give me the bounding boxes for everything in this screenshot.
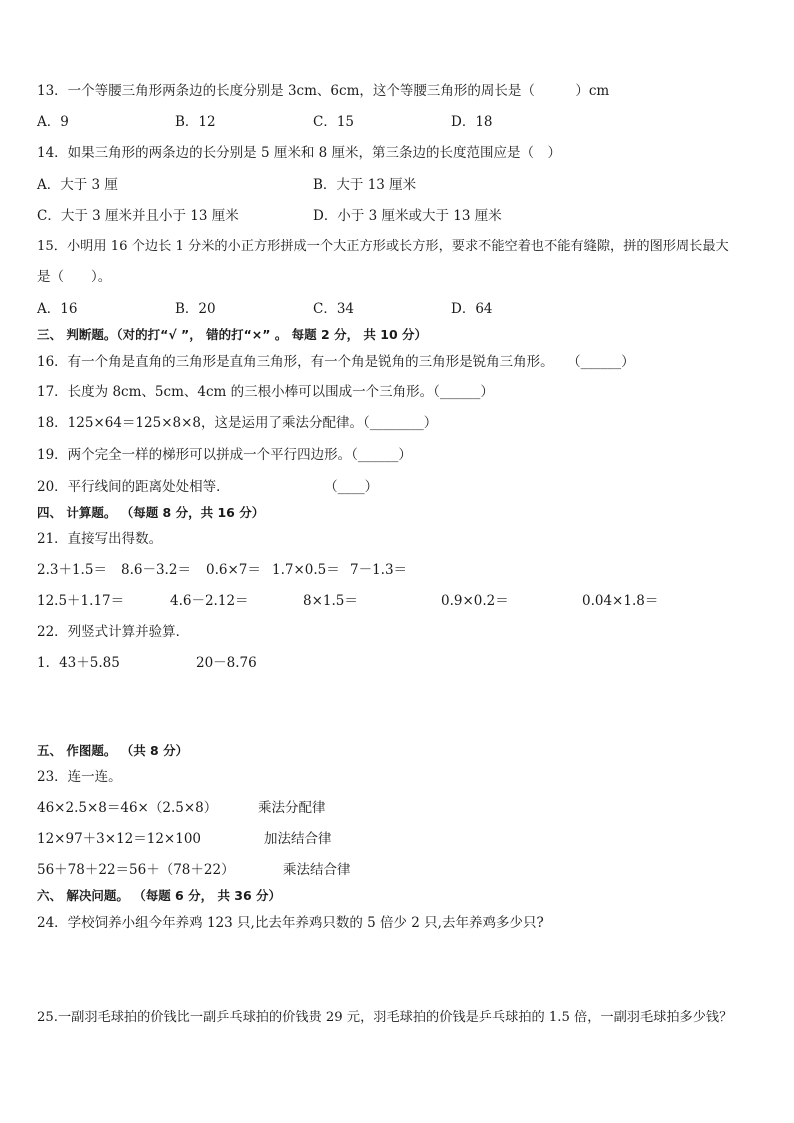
question-19: 19．两个完全一样的梯形可以拼成一个平行四边形。（______） xyxy=(37,447,412,463)
q15-option-c: C．34 xyxy=(313,301,355,317)
q13-option-b: B．12 xyxy=(175,114,216,130)
q13-option-c: C．15 xyxy=(313,114,355,130)
q21-row2-item: 0.9×0.2＝ xyxy=(441,593,509,609)
question-21-stem: 21．直接写出得数。 xyxy=(37,531,163,547)
q23-left-item: 46×2.5×8＝46×（2.5×8） xyxy=(37,800,218,816)
q23-right-item: 加法结合律 xyxy=(264,831,332,847)
q21-row2-item: 12.5＋1.17＝ xyxy=(37,593,125,609)
q22-item-2: 20－8.76 xyxy=(196,655,257,671)
section-3-title: 三、 判断题。（对的打“√ ”， 错的打“×” 。 每题 2 分， 共 10 分） xyxy=(37,327,428,342)
q21-row2-item: 0.04×1.8＝ xyxy=(582,593,659,609)
q14-option-b: B．大于 13 厘米 xyxy=(313,177,417,193)
q13-option-a: A．9 xyxy=(37,114,69,130)
question-22-stem: 22．列竖式计算并验算． xyxy=(37,624,190,640)
q22-item-1: 1．43＋5.85 xyxy=(37,655,120,671)
q21-row1-item: 2.3＋1.5＝ xyxy=(37,562,107,578)
q23-right-item: 乘法分配律 xyxy=(258,800,326,816)
q21-row2-item: 8×1.5＝ xyxy=(303,593,358,609)
q15-option-b: B．20 xyxy=(175,301,216,317)
q13-option-d: D．18 xyxy=(451,114,493,130)
q14-option-d: D．小于 3 厘米或大于 13 厘米 xyxy=(313,208,502,224)
question-16: 16．有一个角是直角的三角形是直角三角形，有一个角是锐角的三角形是锐角三角形。 （______） xyxy=(37,354,635,370)
q14-option-a: A．大于 3 厘 xyxy=(37,177,118,193)
q21-row1-item: 1.7×0.5＝ xyxy=(272,562,340,578)
q23-left-item: 12×97＋3×12＝12×100 xyxy=(37,831,202,847)
question-13-stem: 13．一个等腰三角形两条边的长度分别是 3cm、6cm，这个等腰三角形的周长是（ ）cm xyxy=(37,83,610,99)
question-17: 17．长度为 8cm、5cm、4cm 的三根小棒可以围成一个三角形。（______） xyxy=(37,384,494,400)
question-18: 18．125×64＝125×8×8，这是运用了乘法分配律。（________） xyxy=(37,415,438,431)
question-23-stem: 23．连一连。 xyxy=(37,769,122,785)
question-15-stem-line1: 15．小明用 16 个边长 1 分米的小正方形拼成一个大正方形或长方形，要求不能空着也不能有缝隙，拼的图形周长最大 xyxy=(37,239,729,254)
section-6-title: 六、 解决问题。 （每题 6 分， 共 36 分） xyxy=(37,888,282,903)
question-14-stem: 14．如果三角形的两条边的长分别是 5 厘米和 8 厘米，第三条边的长度范围应是（ ） xyxy=(37,145,562,161)
q15-option-a: A．16 xyxy=(37,301,78,317)
q23-left-item: 56＋78＋22＝56＋（78＋22） xyxy=(37,862,235,878)
q23-right-item: 乘法结合律 xyxy=(283,862,351,878)
q21-row1-item: 0.6×7＝ xyxy=(206,562,261,578)
q15-option-d: D．64 xyxy=(451,301,493,317)
section-5-title: 五、 作图题。 （共 8 分） xyxy=(37,743,189,758)
q21-row1-item: 8.6－3.2＝ xyxy=(121,562,191,578)
q21-row2-item: 4.6－2.12＝ xyxy=(170,593,249,609)
question-20: 20．平行线间的距离处处相等． （____） xyxy=(37,479,379,495)
q21-row1-item: 7－1.3＝ xyxy=(350,562,408,578)
question-24: 24．学校饲养小组今年养鸡 123 只,比去年养鸡只数的 5 倍少 2 只,去年养鸡多少只? xyxy=(37,915,544,931)
question-25: 25.一副羽毛球拍的价钱比一副乒乓球拍的价钱贵 29 元，羽毛球拍的价钱是乒乓球拍的 1.5 倍，一副羽毛球拍多少钱？ xyxy=(37,1010,733,1025)
q14-option-c: C．大于 3 厘米并且小于 13 厘米 xyxy=(37,208,239,224)
section-4-title: 四、 计算题。 （每题 8 分，共 16 分） xyxy=(37,505,265,520)
question-15-stem-line2: 是（ ）。 xyxy=(37,269,112,285)
